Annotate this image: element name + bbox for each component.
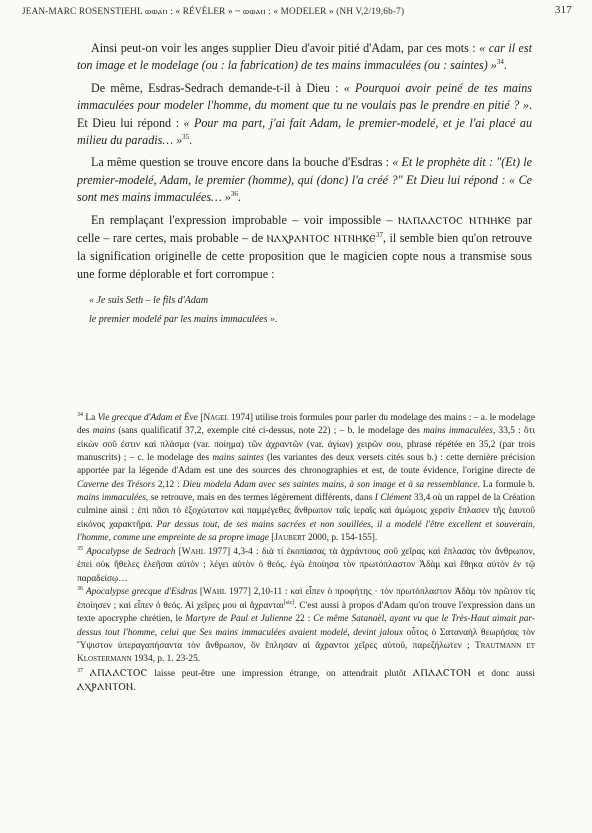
quote-line: « Je suis Seth – le fils d'Adam <box>89 295 209 307</box>
text-run: par celle – rare certes, mais probable – de <box>77 212 532 246</box>
quote: « Pour ma part, j'ai fait Adam, le premier-modelé, et je l'ai placé au milieu du paradis… » <box>77 115 532 148</box>
paragraph-2 <box>77 80 532 150</box>
footnote-number: 35 <box>77 545 83 552</box>
footnote-34 <box>77 412 535 545</box>
text-run: 22 : <box>292 614 314 625</box>
title: I Clément <box>374 493 412 504</box>
author: Wahl <box>202 587 227 598</box>
paragraph-4 <box>77 212 532 284</box>
paragraph-1 <box>77 40 532 75</box>
text-run: 33,4 où un rappel de la Création culmine ainsi : ἐπὶ πᾶσι τὸ ἐξοχώτατον καὶ παμμέγεθες ἄνθρωπον ταῖς ἱεραῖς καὶ ἀμώμοις χερσὶν ἔπλασεν τῆς ἑαυτοῦ εἰκόνος χαρακτῆρα. <box>77 493 535 530</box>
title: Vie grecque d'Adam et Ève <box>97 413 198 423</box>
text-run: . Et Dieu lui répond : <box>77 98 532 130</box>
text-run: . <box>189 133 193 148</box>
footnote-number: 34 <box>77 411 83 418</box>
title: Apocalypse de Sedrach <box>86 546 176 557</box>
text-run: 1974] utilise trois formules pour parler du modelage des mains : – a. le modelage des <box>77 413 536 437</box>
footnote-36 <box>77 586 535 666</box>
text-run: 1977] 2,10-11 : καὶ εἶπεν ὁ προφήτης · τὸν πρωτόπλαστον Ἀδὰμ τὸν πρῶτον τίς ἐποίησεν ; καὶ εἶπεν ὁ θεός. Αἱ χεῖρες μου αἱ ἄχρανται <box>77 587 535 611</box>
text-run: [ <box>175 546 182 557</box>
text-run: . C'est aussi à propos d'Adam qu'on trouve l'expression dans un texte apocryphe chrétien, le <box>77 600 535 625</box>
running-head: JEAN-MARC ROSENSTIEHL ⲱⲱⲁⲡ : « RÉVÉLER » ~ ⲱⲱⲁⲡ : « MODELER » (NH V,2/19,6b-7) <box>22 6 405 16</box>
footnote-number: 37 <box>77 667 83 674</box>
footnote-ref[interactable]: 34 <box>496 58 504 67</box>
text-run: , 33,5 : ὅτι εἰκὼν σοῦ ἐστιν καὶ πλάσμα (var. ποίημα) τῶν ἀχραντῶν (var. ἁγίων) χειρῶν σου, phrase répétée en 35,2 (par trois manuscrits) ; – c. le modelage des <box>77 426 536 464</box>
text-run: , il semble bien qu'on retrouve la signification originelle de cette proposition que le magicien copte nous a transmise sous une forme déplorable et fort corrompue : <box>77 231 532 281</box>
quote: « Pourquoi avoir peiné de tes mains immaculées pour modeler l'homme, du moment que tu ne voulais pas le prendre en pitié ? » <box>77 80 532 113</box>
text-run: De même, Esdras-Sedrach demande-t-il à Dieu : <box>91 80 344 95</box>
coptic-text: ⲚⲀⲬⲢⲀⲚⲦⲞⲤ ⲚⲦⲚⲎⲔⲈ <box>266 234 376 246</box>
text-run: En remplaçant l'expression improbable – voir impossible – <box>91 212 398 227</box>
emphasis: Par dessus tout, de ses mains sacrées et non souillées, il a modelé l'être excellent et souverain, l'homme, comme une empreinte de sa propre image <box>77 519 535 544</box>
coptic-text: ⲀⲠⲀⲀⲤⲦⲞⲚ <box>412 668 472 680</box>
quote: « car il est ton image et le modelage (ou : la fabrication) de tes mains immaculées (ou : saintes) » <box>77 41 532 73</box>
footnote-35 <box>77 546 535 586</box>
emphasis: mains immaculées <box>77 493 146 504</box>
author: Jaubert <box>274 533 306 544</box>
text-run: [ <box>197 587 203 598</box>
text-run: La même question se trouve encore dans la bouche d'Esdras : <box>91 155 393 170</box>
text-run: 2,12 : <box>154 479 183 490</box>
coptic-text: ⲚⲀⲠⲀⲀⲤⲦⲞⲤ ⲚⲦⲚⲎⲔⲈ <box>397 215 512 227</box>
footnote-ref[interactable]: 35 <box>182 133 190 141</box>
text-run: (les variantes des deux versets cités sous b.) : cette dernière précision apportée par la légende d'Adam est une des sources des chronographies et est, de toute évidence, l'origine directe de <box>77 453 536 477</box>
text-run: 2000, p. 154-155]. <box>305 533 378 544</box>
emphasis: mains <box>92 426 116 437</box>
emphasis: Ce même Satanaël, ayant vu que le Très-Haut aimait par-dessus tout l'homme, celui que Ses mains immaculées avaient modelé, devint jaloux <box>77 614 535 638</box>
footnotes <box>77 412 535 696</box>
text-run: (sans qualificatif 37,2, exemple cité ci-dessus, note 22) ; – b. le modelage des <box>115 426 424 437</box>
emphasis: mains saintes <box>212 453 264 464</box>
coptic-text: ⲀⲬⲢⲀⲚⲦⲞⲚ <box>77 682 134 694</box>
main-text <box>77 40 532 329</box>
running-header <box>22 4 572 20</box>
text-run: Ainsi peut-on voir les anges supplier Dieu d'avoir pitié d'Adam, par ces mots : <box>91 41 480 55</box>
text-run: , se retrouve, mais en des termes légèrement différents, dans <box>145 493 375 504</box>
author: Wahl <box>181 546 206 557</box>
footnote-ref[interactable]: 36 <box>230 190 238 199</box>
sic-mark: [sic] <box>283 599 295 606</box>
title: Apocalypse grecque d'Esdras <box>85 587 197 598</box>
text-run: . <box>237 190 241 205</box>
text-run: . <box>503 58 507 73</box>
text-run: . <box>133 683 136 694</box>
text-run: [ <box>268 533 275 544</box>
text-run: οὗτος ὁ Σαταναὴλ θεωρήσας τὸν Ὕψιστον ὑπεραγαπήσαντα τὸν ἄνθρωπον, ὃν ἔπλησαν αἱ ἄχραντοι χεῖρες αὐτοῦ, παρεζήλωτεν ; <box>77 627 535 651</box>
block-quote <box>89 291 532 329</box>
author: Nagel <box>203 413 229 423</box>
footnote-ref[interactable]: 37 <box>375 231 383 240</box>
title: Caverne des Trésors <box>77 479 155 490</box>
text-run: [ <box>197 413 204 423</box>
author: Trautmann et Klostermann <box>77 640 535 665</box>
text-run: La <box>83 413 98 423</box>
page-number: 317 <box>554 4 572 16</box>
text-run: et donc aussi <box>471 669 535 680</box>
title: Martyre de Paul et Julienne <box>185 614 293 625</box>
text-run: 1977] 4,3-4 : διὰ τί ἐκοπίασας τὰ ἀχράντους σοῦ χεῖρας καὶ ἔπλασας τὸν ἄνθρωπον, ἐπεὶ οὐκ ἤθελες ἐλεῆσαι αὐτόν ; λέγει αὐτὸν ὁ θεός. ἐγὼ ἐποίησα τὸν πρωτόπλαστον Ἀδὰμ καὶ ἔθηκα αὐτὸν ἐν τῷ παραδείσῳ… <box>77 546 535 584</box>
emphasis: Dieu modela Adam avec ses saintes mains, à son image et à sa ressemblance <box>182 479 478 490</box>
footnote-number: 36 <box>77 586 83 593</box>
text-run: . La formule b. <box>477 479 535 490</box>
quote: « Et le prophète dit : "(Et) le premier-modelé, Adam, le premier (homme), qui (donc) l'a créé ?" Et Dieu lui répond : « Ce sont mes mains immaculées… » <box>77 155 532 205</box>
emphasis: mains immaculées <box>423 426 493 437</box>
text-run: laisse peut-être une impression étrange, on attendrait plutôt <box>147 669 413 680</box>
coptic-text: ⲀⲠⲀⲀⲤⲦⲞⲤ <box>89 668 148 680</box>
footnote-37 <box>77 667 535 696</box>
quote-line: le premier modelé par les mains immaculées ». <box>89 314 278 326</box>
paragraph-3 <box>77 154 532 206</box>
text-run: 1934, p. 1. 23-25. <box>131 654 201 665</box>
